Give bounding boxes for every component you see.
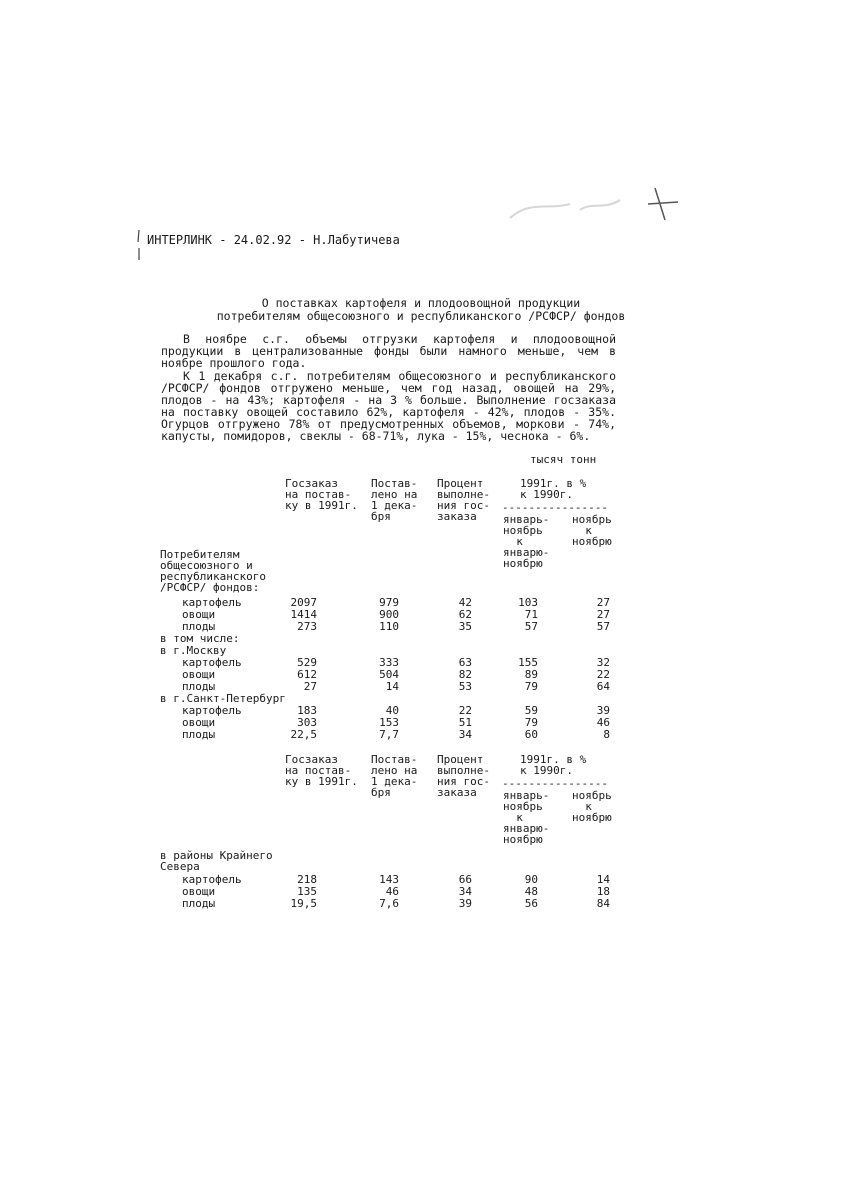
table-cell: 46 xyxy=(596,716,610,729)
table-cell: 8 xyxy=(603,728,610,741)
table-cell: 48 xyxy=(524,885,538,898)
col-header-year-compare-repeat: 1991г. в % к 1990г. xyxy=(520,753,587,777)
table-cell: 42 xyxy=(458,596,472,609)
table-cell: 34 xyxy=(458,728,472,741)
table-cell: 59 xyxy=(524,704,538,717)
table-cell: 103 xyxy=(518,596,538,609)
row-label: картофель xyxy=(182,656,242,669)
table-cell: 32 xyxy=(596,656,610,669)
table-cell: 57 xyxy=(524,620,538,633)
col-header-jan-nov: январь- ноябрь к январю- ноябрю xyxy=(503,513,550,570)
col-header-delivered-repeat: Постав- лено на 1 дека- бря xyxy=(371,753,418,799)
col-header-order-repeat: Госзаказ на постав- ку в 1991г. xyxy=(285,753,358,788)
row-label: плоды xyxy=(182,897,216,910)
table-cell: 273 xyxy=(297,620,317,633)
table-cell: 89 xyxy=(524,668,538,681)
row-label: овощи xyxy=(182,608,216,621)
col-header-delivered: Постав- лено на 1 дека- бря xyxy=(371,477,418,523)
table-cell: 40 xyxy=(385,704,399,717)
table-cell: 303 xyxy=(297,716,317,729)
table-cell: 19,5 xyxy=(290,897,317,910)
table-cell: 18 xyxy=(596,885,610,898)
table-cell: 7,7 xyxy=(379,728,399,741)
units-label: тысяч тонн xyxy=(530,453,597,466)
table-cell: 39 xyxy=(458,897,472,910)
table-cell: 14 xyxy=(385,680,399,693)
table-cell: 1414 xyxy=(290,608,317,621)
table-cell: 34 xyxy=(458,885,472,898)
table-cell: 155 xyxy=(518,656,538,669)
table-cell: 66 xyxy=(458,873,472,886)
col-header-year-compare: 1991г. в % к 1990г. xyxy=(520,477,587,501)
table-cell: 27 xyxy=(596,596,610,609)
group-label-including: в том числе: xyxy=(160,632,240,645)
table-cell: 7,6 xyxy=(379,897,399,910)
table-cell: 46 xyxy=(385,885,399,898)
paragraph-1: В ноябре с.г. объемы отгрузки картофеля и плодоовощной продукции в централизованные фонды были намного меньше, чем в ноябре прошлого года. xyxy=(161,332,616,370)
row-label: плоды xyxy=(182,728,216,741)
table-cell: 57 xyxy=(596,620,610,633)
table-cell: 82 xyxy=(458,668,472,681)
table-cell: 529 xyxy=(297,656,317,669)
group-label-far-north: в районы Крайнего Севера xyxy=(160,849,273,873)
margin-mark xyxy=(134,228,144,264)
table-cell: 183 xyxy=(297,704,317,717)
group-label-moscow: в г.Москву xyxy=(160,644,227,657)
table-cell: 504 xyxy=(379,668,399,681)
table-cell: 90 xyxy=(524,873,538,886)
document-header: ИНТЕРЛИНК - 24.02.92 - Н.Лабутичева xyxy=(147,233,400,247)
paragraph-2: К 1 декабря с.г. потребителям общесоюзного и республиканского /РСФСР/ фондов отгружено меньше, чем год назад, овощей на 29%, плодов - на 43%; картофеля - на 3 % больше. Выполнение госзаказа на поставку овощей составило 62%, картофеля - 42%, плодов - 35%. Огурцов отгружено 78% от предусмотренных объемов, моркови - 74%, капусты, помидоров, свеклы - 68-71%, лука - 15%, чеснока - 6%. xyxy=(161,369,616,443)
table-cell: 110 xyxy=(379,620,399,633)
col-header-divider-repeat: ---------------- xyxy=(502,777,608,790)
table-cell: 27 xyxy=(303,680,317,693)
table-cell: 63 xyxy=(458,656,472,669)
table-cell: 14 xyxy=(596,873,610,886)
col-header-nov: ноябрь к ноябрю xyxy=(572,513,612,548)
table-cell: 62 xyxy=(458,608,472,621)
row-label: плоды xyxy=(182,680,216,693)
group-label-spb: в г.Санкт-Петербург xyxy=(160,692,286,705)
document-title-line2: потребителям общесоюзного и республиканского /РСФСР/ фондов xyxy=(216,309,626,323)
row-label: плоды xyxy=(182,620,216,633)
table-cell: 143 xyxy=(379,873,399,886)
table-cell: 35 xyxy=(458,620,472,633)
table-cell: 22 xyxy=(596,668,610,681)
col-header-nov-repeat: ноябрь к ноябрю xyxy=(572,789,612,824)
table-cell: 27 xyxy=(596,608,610,621)
col-header-divider: ---------------- xyxy=(502,501,608,514)
table-cell: 84 xyxy=(596,897,610,910)
row-label: овощи xyxy=(182,716,216,729)
document-title-line1: О поставках картофеля и плодоовощной продукции xyxy=(261,296,581,310)
table-cell: 153 xyxy=(379,716,399,729)
table-cell: 900 xyxy=(379,608,399,621)
table-cell: 71 xyxy=(524,608,538,621)
table-cell: 333 xyxy=(379,656,399,669)
group-label-consumers: Потребителям общесоюзного и республиканского /РСФСР/ фондов: xyxy=(160,548,266,594)
table-cell: 53 xyxy=(458,680,472,693)
row-label: картофель xyxy=(182,704,242,717)
col-header-percent-repeat: Процент выполне- ния гос- заказа xyxy=(437,753,490,799)
table-cell: 79 xyxy=(524,716,538,729)
row-label: овощи xyxy=(182,668,216,681)
table-cell: 51 xyxy=(458,716,472,729)
row-label: картофель xyxy=(182,596,242,609)
table-cell: 60 xyxy=(524,728,538,741)
table-cell: 612 xyxy=(297,668,317,681)
handwritten-mark xyxy=(490,180,680,240)
table-cell: 39 xyxy=(596,704,610,717)
table-cell: 2097 xyxy=(290,596,317,609)
table-cell: 79 xyxy=(524,680,538,693)
table-cell: 56 xyxy=(524,897,538,910)
col-header-jan-nov-repeat: январь- ноябрь к январю- ноябрю xyxy=(503,789,550,846)
table-cell: 135 xyxy=(297,885,317,898)
row-label: картофель xyxy=(182,873,242,886)
table-cell: 22,5 xyxy=(290,728,317,741)
col-header-percent: Процент выполне- ния гос- заказа xyxy=(437,477,490,523)
row-label: овощи xyxy=(182,885,216,898)
table-cell: 22 xyxy=(458,704,472,717)
table-cell: 218 xyxy=(297,873,317,886)
col-header-order: Госзаказ на постав- ку в 1991г. xyxy=(285,477,358,512)
table-cell: 64 xyxy=(596,680,610,693)
table-cell: 979 xyxy=(379,596,399,609)
